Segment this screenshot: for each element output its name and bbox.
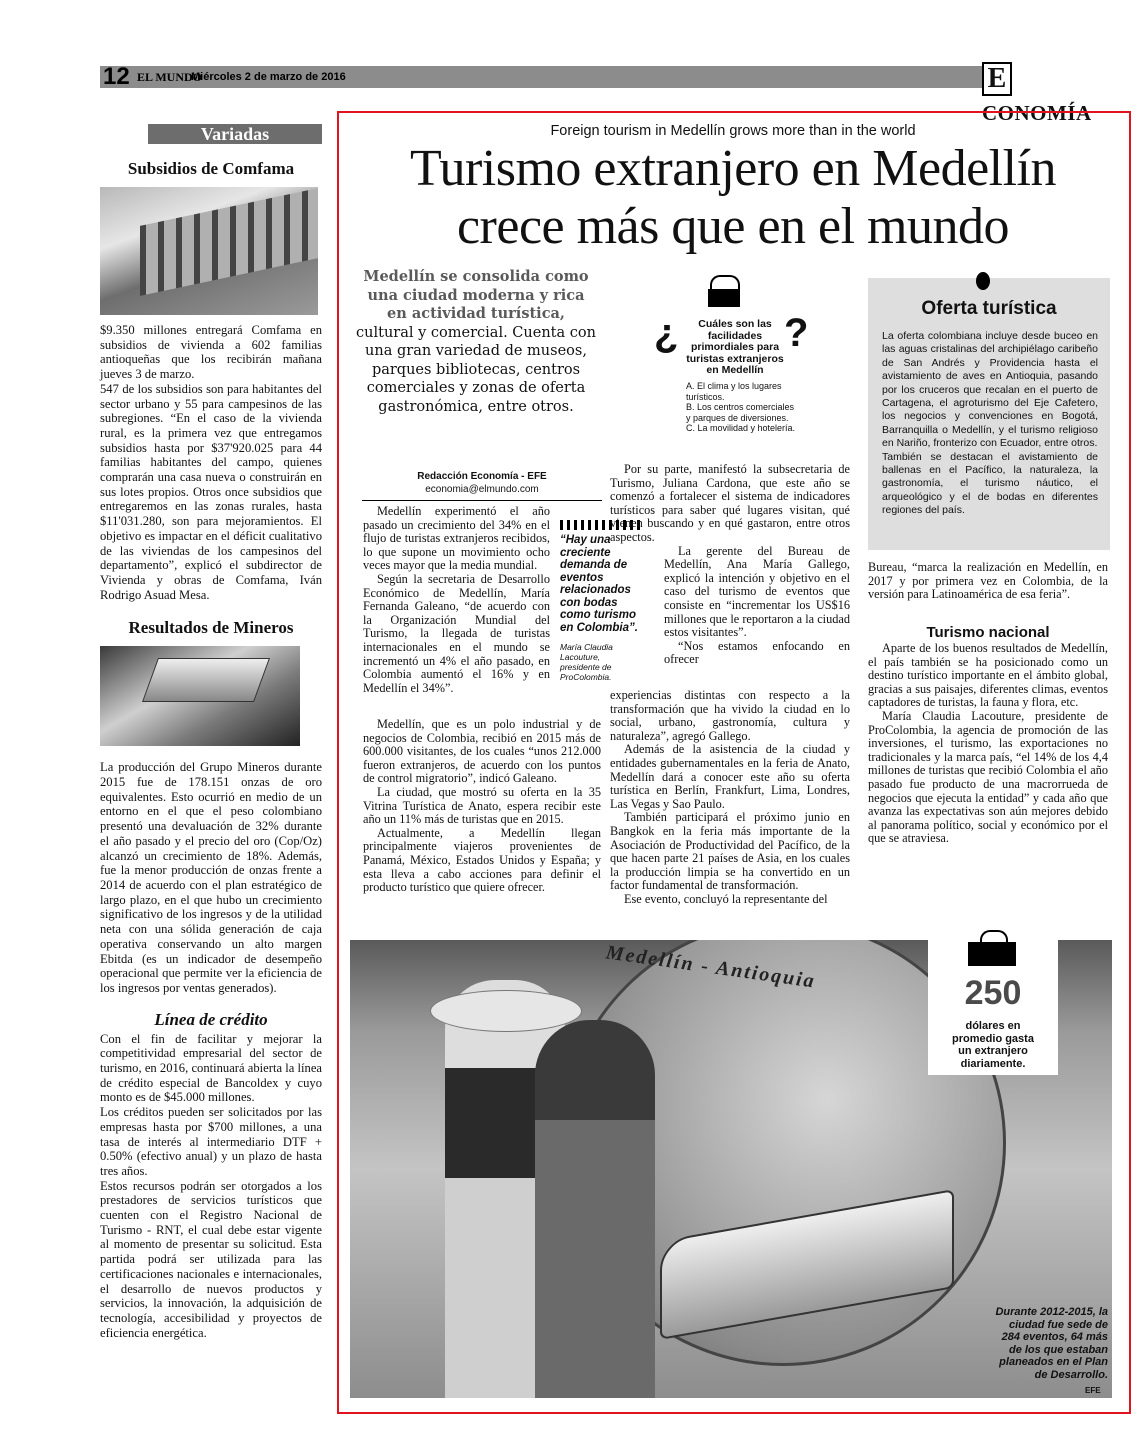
lead: [356, 268, 596, 416]
paragraph: Bureau, “marca la realización en Medellín, en 2017 y por primera vez en Colombia, de la versión para Latinoamérica de esa feria”.: [868, 560, 1108, 602]
comfama-text: [100, 323, 322, 602]
headline-line-1: Turismo extranjero en Medellín: [410, 140, 1056, 197]
answer-c: C. La movilidad y hotelería.: [686, 423, 796, 433]
oferta-text: [882, 330, 1098, 518]
section-title: CONOMÍA: [982, 101, 1092, 125]
photo-caption: Durante 2012-2015, la ciudad fue sede de 284 eventos, 64 más de los que estaban planeados en el Plan de Desarrollo.: [995, 1306, 1108, 1381]
paragraph: La producción del Grupo Mineros durante 2015 fue de 178.151 onzas de oro equivalentes. Esto ocurrió en medio de un entorno en el que el peso colombiano presentó una devaluación de 32% durante el año pasado y el precio del oro (Cop/Oz) alcanzó un crecimiento de 18%. Además, fue la menor producción de onzas frente a 2014 de acuerdo con el plan estratégico de largo plazo, en el que hubo un crecimiento significativo de los ingresos y de la utilidad neta con una sólida generación de caja operativa conservando un alto margen Ebitda (es un indicador de desempeño operacional que permite ver la eficiencia de los ingresos por ventas generados).: [100, 760, 322, 995]
sidebar-label: Variadas: [148, 124, 322, 144]
lead-part-2: cultural y comercial. Cuenta con una gran variedad de museos, parques bibliotecas, centros comerciales y zonas de oferta gastronómica, entre otros.: [356, 324, 596, 415]
paragraph: $9.350 millones entregará Comfama en subsidios de vivienda a 602 familias antioqueñas que los recibirán mañana jueves 3 de marzo.: [100, 323, 322, 382]
paragraph: Con el fin de facilitar y mejorar la competitividad empresarial del sector de turismo, en 2016, continuará abierta la línea de crédito especial de Bancoldex y cuyo monto es de $45.000 millones.: [100, 1031, 322, 1105]
paragraph: Por su parte, manifestó la subsecretaria de Turismo, Juliana Cardona, que este año se comenzó a fortalecer el sistema de indicadores turísticos para saber qué lugares visitan, qué vienen buscando y en qué gastaron, entre otros aspectos.: [610, 462, 850, 544]
stat-number: 250: [964, 974, 1022, 1012]
article-column-1: [363, 505, 550, 695]
comfama-photo: [100, 187, 318, 315]
byline-rule: [362, 500, 602, 501]
story-title-mineros: Resultados de Mineros: [128, 618, 294, 638]
binder-clip-body-icon: [968, 942, 1016, 966]
question-title: Cuáles son las facilidades primordiales para turistas extranjeros en Medellín: [686, 318, 784, 376]
paragraph: Medellín, que es un polo industrial y de negocios de Colombia, recibió en 2015 más de 600.000 visitantes, de los cuales “unos 212.000 fueron extranjeros, de acuerdo con los puntos de control migratorio”, indicó Galeano.: [363, 717, 601, 786]
article-column-2-top: [610, 463, 850, 667]
subhead-turismo-nacional: Turismo nacional: [926, 624, 1050, 641]
paragraph: Actualmente, a Medellín llegan principalmente viajeros provenientes de Panamá, México, Estados Unidos y España; y esta lleva a cabo acciones para definir el producto turístico que quiere ofrecer.: [363, 825, 601, 895]
paragraph: Estos recursos podrán ser otorgados a los prestadores de servicios turísticos que cuenten con el Registro Nacional de Turismo - RNT, el cual debe estar vigente al momento de presentar su solicitud. Esta partida podrá ser utilizada para las certificaciones nacionales e internacionales, el desarrollo de nuevos productos y servicios, la innovación, la adquisición de tecnología, accesibilidad y proyectos de eficiencia energética.: [100, 1178, 322, 1340]
paragraph: Ese evento, concluyó la representante del: [624, 891, 828, 906]
lead-part-1: Medellín se consolida como una ciudad moderna y rica en actividad turística,: [363, 268, 589, 322]
paragraph: María Claudia Lacouture, presidente de ProColombia, la agencia de promoción de las inversiones, el turismo, las exportaciones no tradicionales y la marca país, “el 14% de los 4,4 millones de turistas que recibió Colombia el año pasado fue producto de una macrorrueda de negocios que ejecuta la entidad” y cada año que avanza las expectativas son aún mejores debido al panorama político, social y económico por el que se atraviesa.: [868, 708, 1108, 846]
story-title-comfama: Subsidios de Comfama: [127, 159, 295, 178]
gold-bars-shape: [142, 658, 270, 702]
oferta-box: [868, 278, 1110, 550]
paragraph: Además de la asistencia de la ciudad y entidades gubernamentales en la feria de Anato, Medellín dará a conocer este año su oferta turística en Berlín, Frankfurt, Lima, Londres, Las Vegas y Sao Paulo.: [610, 742, 850, 811]
stat-box: [928, 930, 1058, 1075]
question-box: [652, 275, 812, 450]
credito-text: [100, 1032, 322, 1341]
stat-text: dólares en promedio gasta un extranjero diariamente.: [952, 1020, 1034, 1070]
oferta-title: Oferta turística: [921, 298, 1057, 319]
paragraph: Según la secretaria de Desarrollo Económico de Medellín, María Fernanda Galeano, “de acuerdo con la Organización Mundial del Turismo, la llegada de turistas internacionales en el mundo se incrementó un 4% el año pasado, en Colombia aumentó el 16% y en Medellín el 34%”.: [363, 571, 550, 695]
paragraph: La ciudad, que mostró su oferta en la 35 Vitrina Turística de Anato, espera recibir este año un 11% más de turistas que en 2015.: [363, 784, 601, 827]
kicker: Foreign tourism in Medellín grows more than in the world: [550, 123, 916, 139]
sidebar: [100, 124, 322, 1340]
story-title-credito: Línea de crédito: [154, 1009, 268, 1029]
paragraph: La gerente del Bureau de Medellín, Ana María Gallego, explicó la intención y objetivo en el caso del turismo de eventos que consiste en “incrementar los US$16 millones que le reportaron a la ciudad estos visitantes”.: [664, 543, 850, 640]
photo-credit: EFE: [1085, 1386, 1101, 1395]
headline: [340, 140, 1126, 256]
byline-author: Redacción Economía - EFE: [417, 471, 547, 482]
article-column-3-nacional: [868, 642, 1108, 846]
byline: [362, 470, 602, 496]
mineros-photo: [100, 646, 300, 746]
paragraph: experiencias distintas con respecto a la transformación que ha vivido la ciudad en lo social, urbano, gastronomía, cultura y naturaleza”, agregó Gallego.: [610, 688, 850, 743]
paragraph: 547 de los subsidios son para habitantes del sector urbano y 55 para campesinos de las subregiones. “En el caso de la vivienda rural, es la primera vez que entregamos subsidios hasta por $37'920.025 para 44 familias habitantes del campo, quienes comprarán una casa nueva o construirán en sus lotes propios. Otros once subsidios que entregaremos en las zonas rurales, hasta $11'031.280, son para mejoramientos. El objetivo es impactar en el déficit cualitativo de las viviendas de los campesinos del departamento”, explicó el subdirector de Vivienda y obras de Comfama, Iván Rodrigo Asuad Mesa.: [100, 381, 322, 602]
paragraph: Los créditos pueden ser solicitados por las empresas hasta por $700 millones, a una tasa de interés al intermediario DTF + 0.50% (efectivo anual) y un plazo de hasta tres años.: [100, 1105, 322, 1178]
paragraph: Aparte de los buenos resultados de Medellín, el país también se ha posicionado como un destino turístico importante en el ámbito global, gracias a sus paisajes, diferentes climas, eventos captadores de turistas, la fauna y flora, etc.: [868, 641, 1108, 710]
mural-sign: Medellín - Antioquia: [604, 941, 818, 993]
page-number: 12: [103, 63, 130, 90]
article-column-2-bottom: [610, 689, 850, 907]
publication-date: Miércoles 2 de marzo de 2016: [191, 71, 346, 83]
bullet-dot-icon: [976, 272, 990, 290]
oferta-paragraph: La oferta colombiana incluye desde buceo en las aguas cristalinas del archipiélago caribeño de San Andrés y Providencia hasta el avistamiento de aves en Antioquia, pasando por los cruceros que recalan en el puerto de Cartagena, el agroturismo del Eje Cafetero, los negocios y convenciones en Bogotá, Barranquilla o Medellín, y el turismo religioso en Nariño, fronterizo con Ecuador, entre otros.: [882, 330, 1098, 450]
publication-name: EL MUNDO: [137, 70, 203, 84]
question-mark-left-icon: ¿: [654, 311, 679, 355]
paragraph: “Nos estamos enfocando en ofrecer: [664, 638, 850, 667]
question-answers: [686, 381, 796, 434]
headline-line-2: crece más que en el mundo: [456, 198, 1010, 255]
section-initial: E: [982, 62, 1012, 96]
answer-a: A. El clima y los lugares turísticos.: [686, 381, 782, 402]
quote-text: “Hay una creciente demanda de eventos relacionados con bodas como turismo en Colombia”.: [560, 534, 638, 634]
question-mark-right-icon: ?: [784, 311, 809, 355]
paragraph: Medellín experimentó el año pasado un crecimiento del 34% en el flujo de turistas extranjeros recibidos, lo que supone un movimiento ocho veces mayor que la media mundial.: [363, 504, 550, 573]
byline-email: economia@elmundo.com: [425, 484, 539, 495]
mineros-text: [100, 760, 322, 995]
oferta-paragraph: También se destacan el avistamiento de ballenas en el Pacífico, la naturaleza, la gastronomía, el turismo náutico, el arqueológico y el de bodas en diferentes regiones del país.: [882, 450, 1098, 517]
article-column-3: [868, 561, 1108, 602]
houses-shape: [140, 188, 318, 296]
quote-author: María Claudia Lacouture, presidente de ProColombia.: [560, 642, 613, 682]
section-label: [982, 62, 1108, 125]
answer-b: B. Los centros comerciales y parques de diversiones.: [686, 402, 795, 423]
binder-clip-body-icon: [708, 289, 740, 307]
person-man-hat-shape: [430, 990, 582, 1032]
article-column-1-bottom: [363, 718, 601, 895]
paragraph: También participará el próximo junio en Bangkok en la feria más importante de la Asociación de Productividad del Pacífico, de la que hacen parte 21 países de Asia, en los cuales la producción limpia se ha convertido en un factor fundamental de transformación.: [610, 810, 850, 893]
person-woman-shape: [535, 1020, 655, 1398]
